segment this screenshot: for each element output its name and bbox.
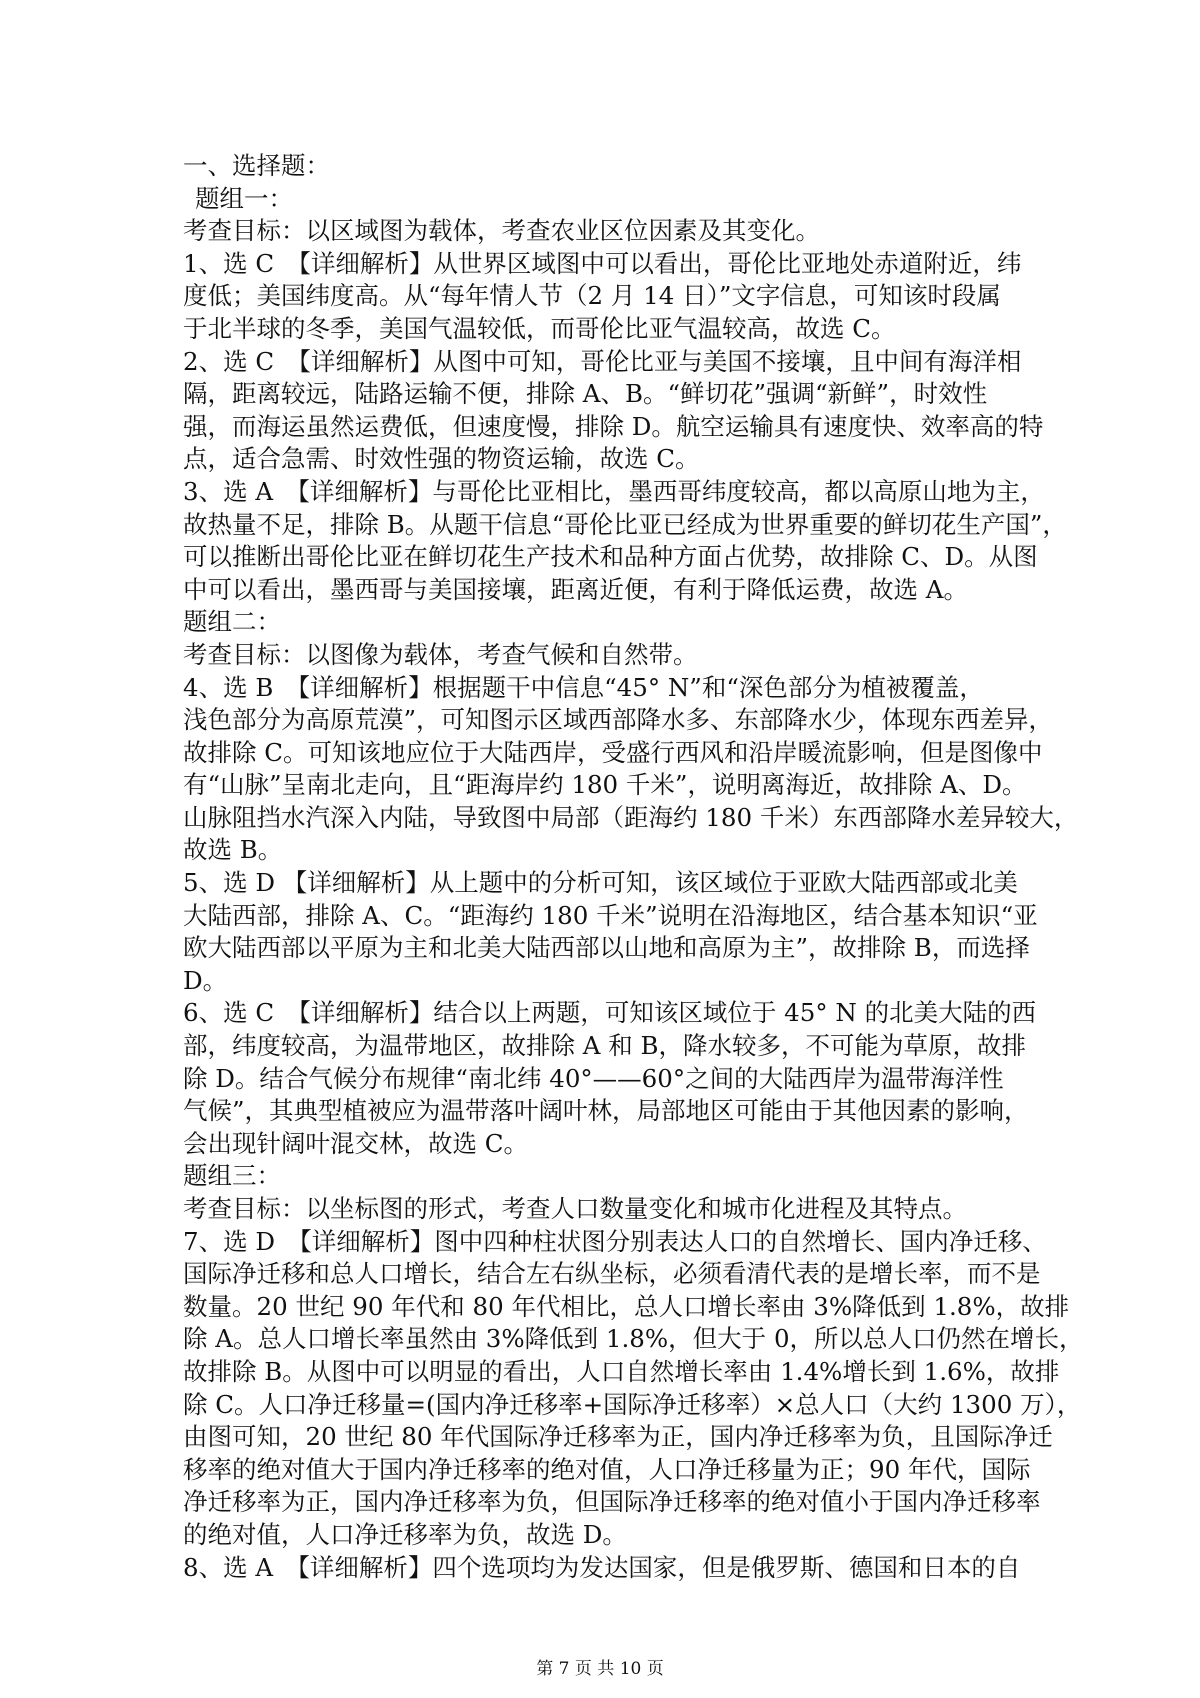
answer-line: 国际净迁移和总人口增长，结合左右纵坐标，必须看清代表的是增长率，而不是 <box>183 1259 1041 1289</box>
answer-line: 故排除 B。从图中可以明显的看出，人口自然增长率由 1.4%增长到 1.6%，故排 <box>183 1356 1060 1386</box>
answer-line: 隔，距离较远，陆路运输不便，排除 A、B。“鲜切花”强调“新鲜”，时效性 <box>183 379 988 409</box>
answer-line: 中可以看出，墨西哥与美国接壤，距离近便，有利于降低运费，故选 A。 <box>183 574 968 604</box>
answer-line: 部，纬度较高，为温带地区，故排除 A 和 B，降水较多，不可能为草原，故排 <box>183 1031 1027 1061</box>
answer-line: 大陆西部，排除 A、C。“距海约 180 千米”说明在沿海地区，结合基本知识“亚 <box>183 900 1038 930</box>
answer-line: 移率的绝对值大于国内净迁移率的绝对值，人口净迁移量为正；90 年代，国际 <box>183 1454 1031 1484</box>
answer-line: 点，适合急需、时效性强的物资运输，故选 C。 <box>183 444 700 474</box>
answer-line: 除 D。结合气候分布规律“南北纬 40°——60°之间的大陆西岸为温带海洋性 <box>183 1063 1004 1093</box>
section-heading: 一、选择题： <box>183 151 330 180</box>
answer-line: 欧大陆西部以平原为主和北美大陆西部以山地和高原为主”，故排除 B，而选择 <box>183 933 1030 963</box>
answer-line: 气候”，其典型植被应为温带落叶阔叶林，局部地区可能由于其他因素的影响， <box>183 1096 1029 1126</box>
objective-line: 考查目标：以区域图为载体，考查农业区位因素及其变化。 <box>183 216 820 246</box>
answer-line: 8、选 A 【详细解析】四个选项均为发达国家，但是俄罗斯、德国和日本的自 <box>183 1552 1021 1582</box>
page-number-footer: 第 7 页 共 10 页 <box>536 1659 664 1679</box>
answer-line: 5、选 D 【详细解析】从上题中的分析可知，该区域位于亚欧大陆西部或北美 <box>183 868 1018 898</box>
answer-line: 4、选 B 【详细解析】根据题干中信息“45° N”和“深色部分为植被覆盖， <box>183 672 984 702</box>
answer-line: 2、选 C 【详细解析】从图中可知，哥伦比亚与美国不接壤，且中间有海洋相 <box>183 346 1022 376</box>
answer-line: 可以推断出哥伦比亚在鲜切花生产技术和品种方面占优势，故排除 C、D。从图 <box>183 542 1038 572</box>
objective-line: 考查目标：以图像为载体，考查气候和自然带。 <box>183 639 698 669</box>
answer-line: 3、选 A 【详细解析】与哥伦比亚相比，墨西哥纬度较高，都以高原山地为主， <box>183 476 1045 506</box>
answer-line: 除 C。人口净迁移量=(国内净迁移率+国际净迁移率）×总人口（大约 1300 万）， <box>183 1389 1082 1419</box>
answer-line: 浅色部分为高原荒漠”，可知图示区域西部降水多、东部降水少，体现东西差异， <box>183 705 1054 735</box>
answer-line: 净迁移率为正，国内净迁移率为负，但国际净迁移率的绝对值小于国内净迁移率 <box>183 1487 1041 1517</box>
answer-line: D。 <box>183 965 228 995</box>
answer-line: 山脉阻挡水汽深入内陆，导致图中局部（距海约 180 千米）东西部降水差异较大， <box>183 802 1079 832</box>
objective-line: 考查目标：以坐标图的形式，考查人口数量变化和城市化进程及其特点。 <box>183 1194 967 1223</box>
answer-line: 除 A。总人口增长率虽然由 3%降低到 1.8%，但大于 0，所以总人口仍然在增长， <box>183 1324 1084 1354</box>
answer-line: 7、选 D 【详细解析】图中四种柱状图分别表达人口的自然增长、国内净迁移、 <box>183 1226 1047 1256</box>
answer-line: 6、选 C 【详细解析】结合以上两题，可知该区域位于 45° N 的北美大陆的西 <box>183 998 1037 1028</box>
answer-line: 有“山脉”呈南北走向，且“距海岸约 180 千米”，说明离海近，故排除 A、D。 <box>183 770 1027 800</box>
answer-line: 强，而海运虽然运费低，但速度慢，排除 D。航空运输具有速度快、效率高的特 <box>183 411 1044 441</box>
answer-line: 1、选 C 【详细解析】从世界区域图中可以看出，哥伦比亚地处赤道附近，纬 <box>183 248 1022 278</box>
answer-line: 会出现针阔叶混交林，故选 C。 <box>183 1128 529 1158</box>
group-heading: 题组一： <box>195 183 293 213</box>
answer-line: 的绝对值，人口净迁移率为负，故选 D。 <box>183 1519 627 1549</box>
group-heading: 题组三： <box>183 1161 281 1191</box>
answer-line: 故选 B。 <box>183 835 283 865</box>
answer-line: 由图可知，20 世纪 80 年代国际净迁移率为正，国内净迁移率为负，且国际净迁 <box>183 1422 1053 1452</box>
document-body <box>183 150 1084 1584</box>
answer-line: 故热量不足，排除 B。从题干信息“哥伦比亚已经成为世界重要的鲜切花生产国”， <box>183 509 1067 539</box>
answer-line: 故排除 C。可知该地应位于大陆西岸，受盛行西风和沿岸暖流影响，但是图像中 <box>183 737 1043 767</box>
answer-line: 数量。20 世纪 90 年代和 80 年代相比，总人口增长率由 3%降低到 1.8%，故排 <box>183 1291 1070 1321</box>
answer-line: 于北半球的冬季，美国气温较低，而哥伦比亚气温较高，故选 C。 <box>183 313 896 343</box>
answer-line: 度低；美国纬度高。从“每年情人节（2 月 14 日）”文字信息，可知该时段属 <box>183 281 1001 311</box>
group-heading: 题组二： <box>183 607 281 637</box>
